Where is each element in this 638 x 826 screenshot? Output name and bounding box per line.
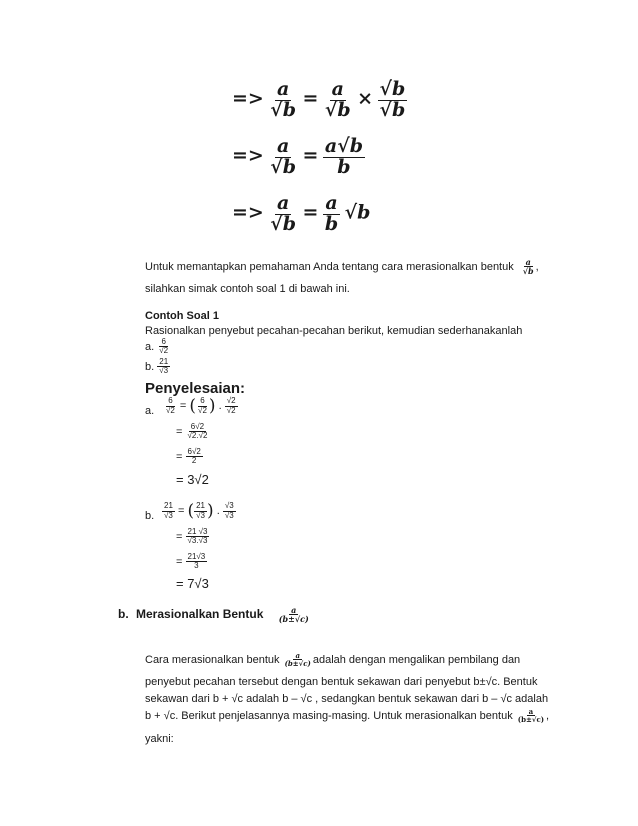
solution-b-result: = 7√3	[176, 576, 209, 591]
fraction: $\frac{√2}{√2}$	[226, 396, 236, 415]
para-line-1: Cara merasionalkan bentuk $\frac{a}{(b\pm√c)}$ adalah dengan mengalikan pembilang dan	[145, 651, 521, 669]
section-b-title: Merasionalkan Bentuk	[136, 607, 264, 622]
formula-line-2: => $\frac{a}{√b}$ = $\frac{a√b}{b}$	[232, 135, 363, 178]
solution-heading: Penyelesaian:	[145, 380, 246, 397]
fraction: $\frac{6}{√2}$	[166, 396, 175, 415]
fraction: $\frac{a}{(b\pm√c)}$	[517, 707, 545, 725]
fraction: $\frac{√3}{√3}$	[224, 501, 234, 520]
fraction: $\frac{a}{√b}$	[270, 192, 297, 235]
fraction: $\frac{a√b}{b}$	[324, 135, 363, 178]
solution-a-line-1: $\frac{6}{√2}$ = ( $\frac{6}{√2}$ ) . $\frac{√2}{√2}$	[166, 396, 236, 416]
example-instruction: Rasionalkan penyebut pecahan-pecahan berikut, kemudian sederhanakanlah	[145, 325, 523, 337]
fraction: $\frac{a}{√b}$	[522, 257, 534, 277]
para-line-2: penyebut pecahan tersebut dengan bentuk sekawan dari penyebut b±√c. Bentuk	[145, 676, 538, 688]
para-line-4: b + √c. Berikut penjelasannya masing-masing. Untuk merasionalkan bentuk $\frac{a}{(b\pm√c)}$ ,	[145, 707, 550, 725]
fraction: $\frac{6}{√2}$	[159, 337, 169, 356]
fraction: $\frac{a}{√b}$	[324, 78, 351, 121]
fraction: $\frac{a}{√b}$	[270, 135, 297, 178]
fraction: $\frac{6√2}{√2.√2}$	[187, 422, 208, 441]
fraction: $\frac{6√2}{2}$	[187, 447, 201, 466]
section-b-heading: b. Merasionalkan Bentuk $\frac{a}{(b\pm√c)}$	[118, 605, 309, 625]
fraction: $\frac{21√3}{3}$	[187, 552, 206, 571]
para-line-3: sekawan dari b + √c adalah b – √c , sedangkan bentuk sekawan dari b – √c adalah	[145, 693, 549, 705]
solution-a-line-3: = $\frac{6√2}{2}$	[176, 447, 201, 466]
example-item-b: b. $\frac{21}{√3}$	[145, 357, 169, 376]
fraction: $\frac{21}{√3}$	[159, 357, 169, 376]
solution-b-label: b.	[145, 510, 155, 522]
fraction: $\frac{21 √3}{√3.√3}$	[187, 527, 208, 546]
fraction: $\frac{a}{(b\pm√c)}$	[278, 605, 309, 625]
example-title: Contoh Soal 1	[145, 310, 219, 322]
example-item-a: a. $\frac{6}{√2}$	[145, 337, 169, 356]
formula-line-3: => $\frac{a}{√b}$ = $\frac{a}{b}$ √b	[232, 192, 371, 235]
fraction: $\frac{a}{(b\pm√c)}$	[284, 651, 311, 669]
solution-b-line-3: = $\frac{21√3}{3}$	[176, 552, 206, 571]
solution-a-line-2: = $\frac{6√2}{√2.√2}$	[176, 422, 208, 441]
intro-line-2: silahkan simak contoh soal 1 di bawah ini.	[145, 283, 350, 295]
implies-symbol: =>	[232, 87, 264, 110]
fraction: $\frac{21}{√3}$	[196, 501, 206, 520]
fraction: $\frac{a}{√b}$	[270, 78, 297, 121]
intro-line-1: Untuk memantapkan pemahaman Anda tentang cara merasionalkan bentuk $\frac{a}{√b}$ ,	[145, 257, 539, 277]
fraction: $\frac{21}{√3}$	[164, 501, 173, 520]
fraction: $\frac{√b}{√b}$	[379, 78, 406, 121]
fraction: $\frac{6}{√2}$	[198, 396, 207, 415]
solution-a-label: a.	[145, 405, 155, 417]
formula-line-1: => $\frac{a}{√b}$ = $\frac{a}{√b}$ × $\frac{√b}{√b}$	[232, 78, 406, 121]
solution-b-line-1: $\frac{21}{√3}$ = ( $\frac{21}{√3}$ ) . $\frac{√3}{√3}$	[164, 501, 234, 521]
solution-a-result: = 3√2	[176, 472, 209, 487]
fraction: $\frac{a}{b}$	[324, 192, 339, 235]
para-line-5: yakni:	[145, 733, 174, 745]
solution-b-line-2: = $\frac{21 √3}{√3.√3}$	[176, 527, 208, 546]
